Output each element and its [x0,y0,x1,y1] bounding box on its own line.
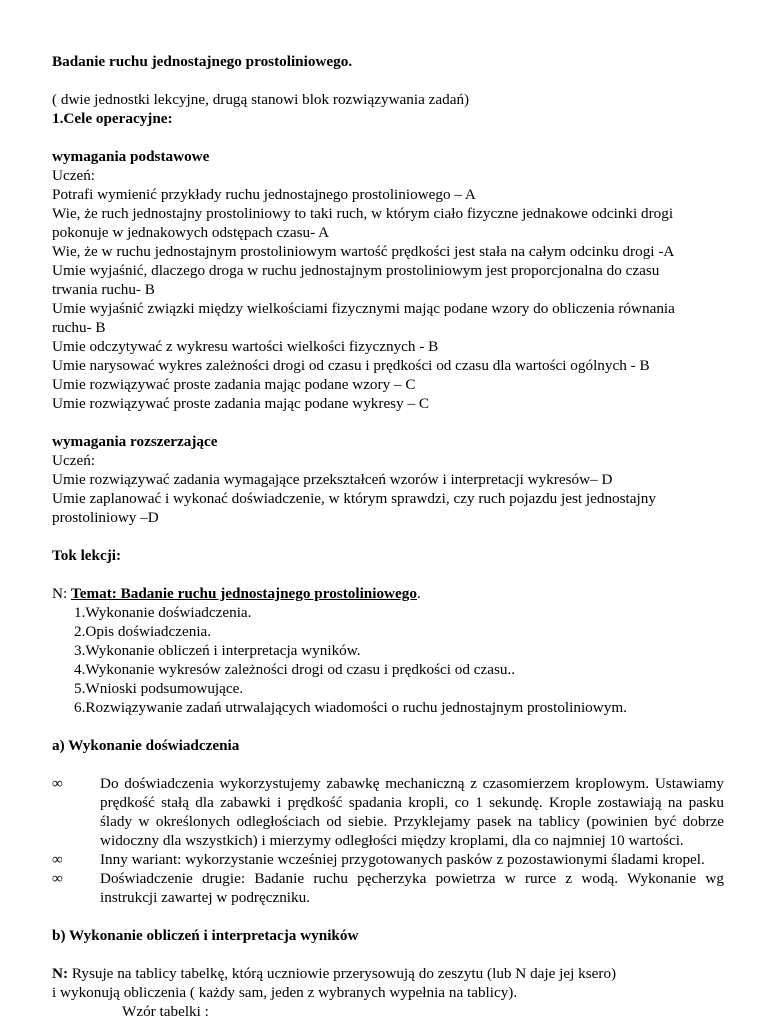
section-b-text [52,964,724,983]
intro-note: ( dwie jednostki lekcyjne, drugą stanowi blok rozwiązywania zadań) [52,91,470,108]
section-b-line2: i wykonują obliczenia ( każdy sam, jeden z wybranych wypełnia na tablicy). [52,984,518,1001]
bullet-text: Doświadczenie drugie: Badanie ruchu pęcherzyka powietrza w rurce z wodą. Wykonanie wg instrukcji zawartej w podręczniku. [100,870,724,906]
bullet-text: Inny wariant: wykorzystanie wcześniej przygotowanych pasków z pozostawionymi śladami kropel. [100,851,705,868]
bullet-text: Do doświadczenia wykorzystujemy zabawkę mechaniczną z czasomierzem kroplowym. Ustawiamy prędkość stałą dla zabawki i prędkość spadania kropli, co 1 sekundę. Krople zostawiają na pasku ślady w określonych odległościach od siebie. Przyklejamy pasek na tablicy (powinien być dobrze widoczny dla wszystkich) i mierzymy odległości między kroplami, dla co najmniej 10 wartości. [100,775,724,849]
basic-line: Umie rozwiązywać proste zadania mając podane wzory – C [52,376,416,393]
section-a-heading: a) Wykonanie doświadczenia [52,737,240,754]
basic-line: pokonuje w jednakowych odstępach czasu- A [52,224,330,241]
list-item [52,869,724,907]
plan-item: 2.Opis doświadczenia. [74,623,212,640]
plan-item: 5.Wnioski podsumowujące. [74,680,244,697]
spacer [52,755,724,774]
basic-line: Umie odczytywać z wykresu wartości wielkości fizycznych - B [52,338,439,355]
plan-item: 4.Wykonanie wykresów zależności drogi od czasu i prędkości od czasu.. [74,661,516,678]
list-item [52,850,724,869]
teacher-text: Rysuje na tablicy tabelkę, którą uczniowie przerysowują do zeszytu (lub N daje jej ksero) [68,965,617,982]
spacer [52,907,724,926]
basic-requirements-heading: wymagania podstawowe [52,148,210,165]
topic-label: Temat: Badanie ruchu jednostajnego prostoliniowego [70,585,417,602]
spacer [52,565,724,584]
plan-item: 6.Rozwiązywanie zadań utrwalających wiadomości o ruchu jednostajnym prostoliniowym. [74,699,627,716]
spacer [52,945,724,964]
infinity-bullet-icon: ∞ [52,870,63,887]
list-item [52,774,724,850]
basic-line: Umie wyjaśnić związki między wielkościami fizycznymi mając podane wzory do obliczenia równania [52,300,675,317]
document-page [52,52,724,1021]
spacer [52,717,724,736]
basic-line: Wie, że ruch jednostajny prostoliniowy to taki ruch, w którym ciało fizyczne jednakowe odcinki drogi [52,205,674,222]
table-template-label: Wzór tabelki : [122,1003,209,1020]
spacer [52,413,724,432]
basic-line: Potrafi wymienić przykłady ruchu jednostajnego prostoliniowego – A [52,186,476,203]
teacher-label: N: [52,965,69,982]
extended-line: Umie zaplanować i wykonać doświadczenie, w którym sprawdzi, czy ruch pojazdu jest jednostajny [52,490,656,507]
basic-line: ruchu- B [52,319,106,336]
goals-heading: 1.Cele operacyjne: [52,110,173,127]
basic-student-label: Uczeń: [52,167,96,184]
infinity-bullet-icon: ∞ [52,851,63,868]
section-b-heading: b) Wykonanie obliczeń i interpretacja wyników [52,927,359,944]
basic-line: Umie rozwiązywać proste zadania mając podane wykresy – C [52,395,430,412]
spacer [52,71,724,90]
basic-line: Wie, że w ruchu jednostajnym prostoliniowym wartość prędkości jest stała na całym odcinku drogi -A [52,243,675,260]
basic-line: trwania ruchu- B [52,281,155,298]
lesson-heading: Tok lekcji: [52,547,122,564]
extended-line: Umie rozwiązywać zadania wymagające przekształceń wzorów i interpretacji wykresów– D [52,471,613,488]
extended-requirements-heading: wymagania rozszerzające [52,433,218,450]
lesson-topic [52,584,724,603]
spacer [52,128,724,147]
document-title: Badanie ruchu jednostajnego prostoliniowego. [52,53,353,70]
basic-line: Umie wyjaśnić, dlaczego droga w ruchu jednostajnym prostoliniowym jest proporcjonalna do czasu [52,262,660,279]
infinity-bullet-icon: ∞ [52,775,63,792]
extended-line: prostoliniowy –D [52,509,159,526]
spacer [52,527,724,546]
plan-item: 3.Wykonanie obliczeń i interpretacja wyników. [74,642,361,659]
topic-prefix: N: [52,585,71,602]
experiment-bullet-list [52,774,724,907]
extended-student-label: Uczeń: [52,452,96,469]
plan-item: 1.Wykonanie doświadczenia. [74,604,252,621]
topic-suffix: . [416,585,421,602]
basic-line: Umie narysować wykres zależności drogi od czasu i prędkości od czasu dla wartości ogólnych - B [52,357,650,374]
